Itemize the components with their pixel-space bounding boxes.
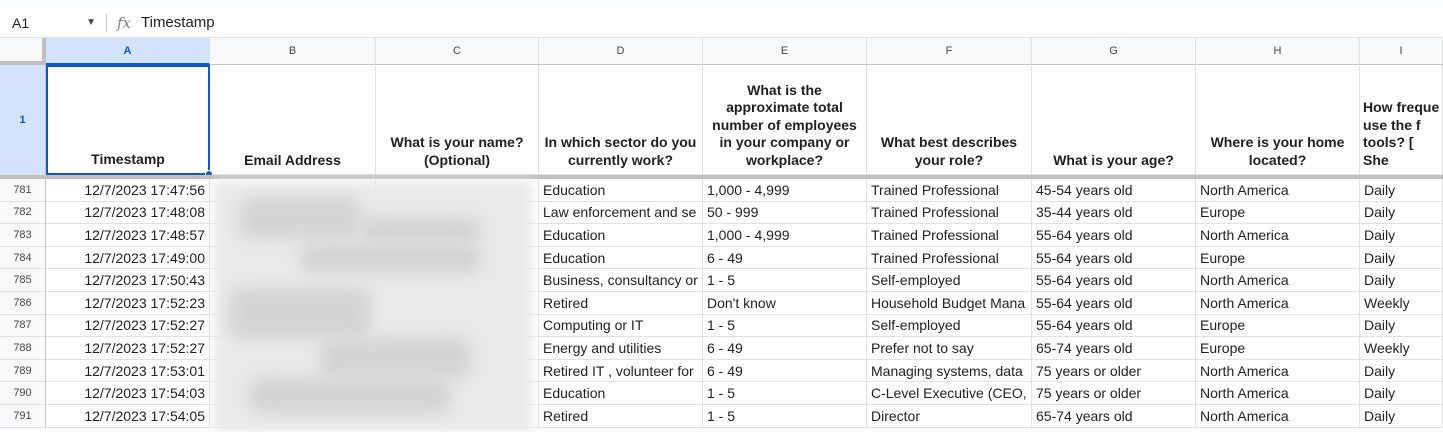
row-header-791[interactable]: 791 [0,405,46,428]
table-cell[interactable]: North America [1196,405,1360,428]
header-cell-b[interactable] [210,65,376,175]
name-box[interactable] [0,8,106,38]
column-header-a[interactable]: A [46,38,210,65]
header-cell-i[interactable] [1360,65,1443,175]
table-cell[interactable]: Retired IT , volunteer for [539,360,703,383]
row-header-785[interactable]: 785 [0,269,46,292]
table-cell[interactable]: North America [1196,179,1360,202]
table-cell[interactable]: Daily [1360,202,1443,225]
table-cell[interactable]: 12/7/2023 17:50:43 [46,269,210,292]
table-cell[interactable]: Director [867,405,1032,428]
table-cell[interactable]: 1 - 5 [703,405,867,428]
table-cell[interactable]: 6 - 49 [703,337,867,360]
table-cell[interactable]: 12/7/2023 17:47:56 [46,179,210,202]
table-cell[interactable]: 1 - 5 [703,315,867,338]
table-cell[interactable]: Retired [539,292,703,315]
table-cell[interactable]: Energy and utilities [539,337,703,360]
table-cell[interactable]: 35-44 years old [1032,202,1196,225]
row-header-782[interactable]: 782 [0,202,46,225]
header-line: What is your age? [1053,151,1174,168]
header-line: She [1363,151,1389,168]
table-cell[interactable]: Education [539,179,703,202]
header-line: Email Address [244,151,341,168]
redacted-smudge [360,218,480,243]
header-line: What is the [747,81,822,98]
column-header-e[interactable]: E [703,38,867,65]
table-cell[interactable]: Don't know [703,292,867,315]
table-cell[interactable]: Education [539,224,703,247]
table-cell[interactable]: 12/7/2023 17:52:27 [46,337,210,360]
table-cell[interactable]: 75 years or older [1032,360,1196,383]
header-line: Where is your home [1210,134,1345,150]
table-cell[interactable]: 6 - 49 [703,360,867,383]
window-top-strip [0,0,1443,8]
table-cell[interactable]: 1 - 5 [703,382,867,405]
redacted-smudge [320,338,470,378]
table-cell[interactable]: 50 - 999 [703,202,867,225]
table-cell[interactable]: Trained Professional [867,179,1032,202]
function-icon: fx [116,13,131,32]
table-cell[interactable]: 55-64 years old [1032,315,1196,338]
table-cell[interactable]: North America [1196,382,1360,405]
header-line: number of employees [712,116,857,133]
table-cell[interactable]: 55-64 years old [1032,292,1196,315]
table-cell[interactable]: C-Level Executive (CEO, [867,382,1032,405]
name-box-value: A1 [12,14,30,31]
table-cell[interactable]: 75 years or older [1032,382,1196,405]
header-line: your role? [914,151,984,168]
table-cell[interactable]: Daily [1360,247,1443,270]
table-cell[interactable]: Europe [1196,315,1360,338]
table-cell[interactable]: 12/7/2023 17:52:27 [46,315,210,338]
table-cell[interactable]: Self-employed [867,269,1032,292]
header-cell-f[interactable] [867,65,1032,175]
header-cell-d[interactable] [539,65,703,175]
table-cell[interactable]: Trained Professional [867,224,1032,247]
redacted-smudge [230,288,370,338]
header-cell-g[interactable] [1032,65,1196,175]
table-cell[interactable]: 12/7/2023 17:54:03 [46,382,210,405]
header-cell-e[interactable] [703,65,867,175]
table-cell[interactable]: Daily [1360,405,1443,428]
column-header-d[interactable]: D [539,38,703,65]
table-cell[interactable]: Business, consultancy or [539,269,703,292]
column-header-c[interactable]: C [376,38,539,65]
table-cell[interactable]: Daily [1360,382,1443,405]
header-line: approximate total [726,99,843,115]
header-cell-h[interactable] [1196,65,1360,175]
table-cell[interactable]: Education [539,382,703,405]
header-line: Timestamp [91,150,165,167]
formula-input[interactable]: Timestamp [141,14,215,31]
table-cell[interactable]: 12/7/2023 17:54:05 [46,405,210,428]
row-header-786[interactable]: 786 [0,292,46,315]
table-cell[interactable]: 12/7/2023 17:53:01 [46,360,210,383]
row-header-787[interactable]: 787 [0,315,46,338]
table-cell[interactable]: Household Budget Mana [867,292,1032,315]
table-cell[interactable]: Prefer not to say [867,337,1032,360]
table-cell[interactable]: North America [1196,360,1360,383]
table-cell[interactable]: 12/7/2023 17:48:08 [46,202,210,225]
column-header-i[interactable]: I [1360,38,1443,65]
row-header-783[interactable]: 783 [0,224,46,247]
table-cell[interactable]: 6 - 49 [703,247,867,270]
table-cell[interactable]: Managing systems, data [867,360,1032,383]
row-header-788[interactable]: 788 [0,337,46,360]
table-cell[interactable]: Weekly [1360,337,1443,360]
table-cell[interactable]: 1 - 5 [703,269,867,292]
header-line: (Optional) [423,151,491,168]
row-header-790[interactable]: 790 [0,382,46,405]
table-cell[interactable]: 45-54 years old [1032,179,1196,202]
header-cell-a[interactable] [46,65,210,175]
table-cell[interactable]: 12/7/2023 17:48:57 [46,224,210,247]
column-header-f[interactable]: F [867,38,1032,65]
table-cell[interactable]: North America [1196,292,1360,315]
header-line: located? [1248,151,1307,168]
header-line: What best describes [880,134,1018,150]
table-cell[interactable]: 1,000 - 4,999 [703,224,867,247]
spreadsheet-grid[interactable] [0,38,1443,432]
table-cell[interactable]: Europe [1196,337,1360,360]
table-cell[interactable]: 65-74 years old [1032,337,1196,360]
table-cell[interactable]: Trained Professional [867,202,1032,225]
table-cell[interactable]: 12/7/2023 17:49:00 [46,247,210,270]
column-header-b[interactable]: B [210,38,376,65]
select-all-corner[interactable] [0,38,46,65]
table-cell[interactable]: 1,000 - 4,999 [703,179,867,202]
row-header-781[interactable]: 781 [0,179,46,202]
table-cell[interactable]: 65-74 years old [1032,405,1196,428]
table-cell[interactable]: Trained Professional [867,247,1032,270]
table-cell[interactable]: Europe [1196,247,1360,270]
row-header-784[interactable]: 784 [0,247,46,270]
table-cell[interactable]: North America [1196,224,1360,247]
table-cell[interactable]: Daily [1360,224,1443,247]
header-line: What is your name? [390,134,524,150]
column-header-h[interactable]: H [1196,38,1360,65]
table-cell[interactable]: Daily [1360,179,1443,202]
table-cell[interactable]: Daily [1360,360,1443,383]
header-line: use the f [1363,116,1421,133]
header-line: tools? [ [1363,134,1414,150]
table-cell[interactable]: 55-64 years old [1032,247,1196,270]
table-cell[interactable]: North America [1196,269,1360,292]
table-cell[interactable]: 12/7/2023 17:52:23 [46,292,210,315]
header-line: In which sector do you [544,134,697,150]
table-cell[interactable]: Self-employed [867,315,1032,338]
table-cell[interactable]: 55-64 years old [1032,269,1196,292]
table-cell[interactable]: Law enforcement and se [539,202,703,225]
table-cell[interactable]: Computing or IT [539,315,703,338]
redacted-smudge [300,243,480,273]
formula-bar [0,8,1443,38]
row-header-789[interactable]: 789 [0,360,46,383]
table-cell[interactable]: Retired [539,405,703,428]
header-line: currently work? [567,151,674,168]
header-line: in your company or [719,134,850,150]
header-cell-c[interactable] [376,65,539,175]
table-cell[interactable]: Daily [1360,269,1443,292]
header-line: workplace? [745,151,824,168]
table-cell[interactable]: Education [539,247,703,270]
header-line: How freque [1363,99,1440,115]
row-header-1[interactable]: 1 [0,65,46,175]
table-cell[interactable]: Europe [1196,202,1360,225]
table-cell[interactable]: Weekly [1360,292,1443,315]
chevron-down-icon[interactable]: ▼ [86,17,96,28]
table-cell[interactable]: 55-64 years old [1032,224,1196,247]
redacted-smudge [240,198,360,238]
column-header-g[interactable]: G [1032,38,1196,65]
table-cell[interactable]: Daily [1360,315,1443,338]
redacted-smudge [250,378,450,413]
